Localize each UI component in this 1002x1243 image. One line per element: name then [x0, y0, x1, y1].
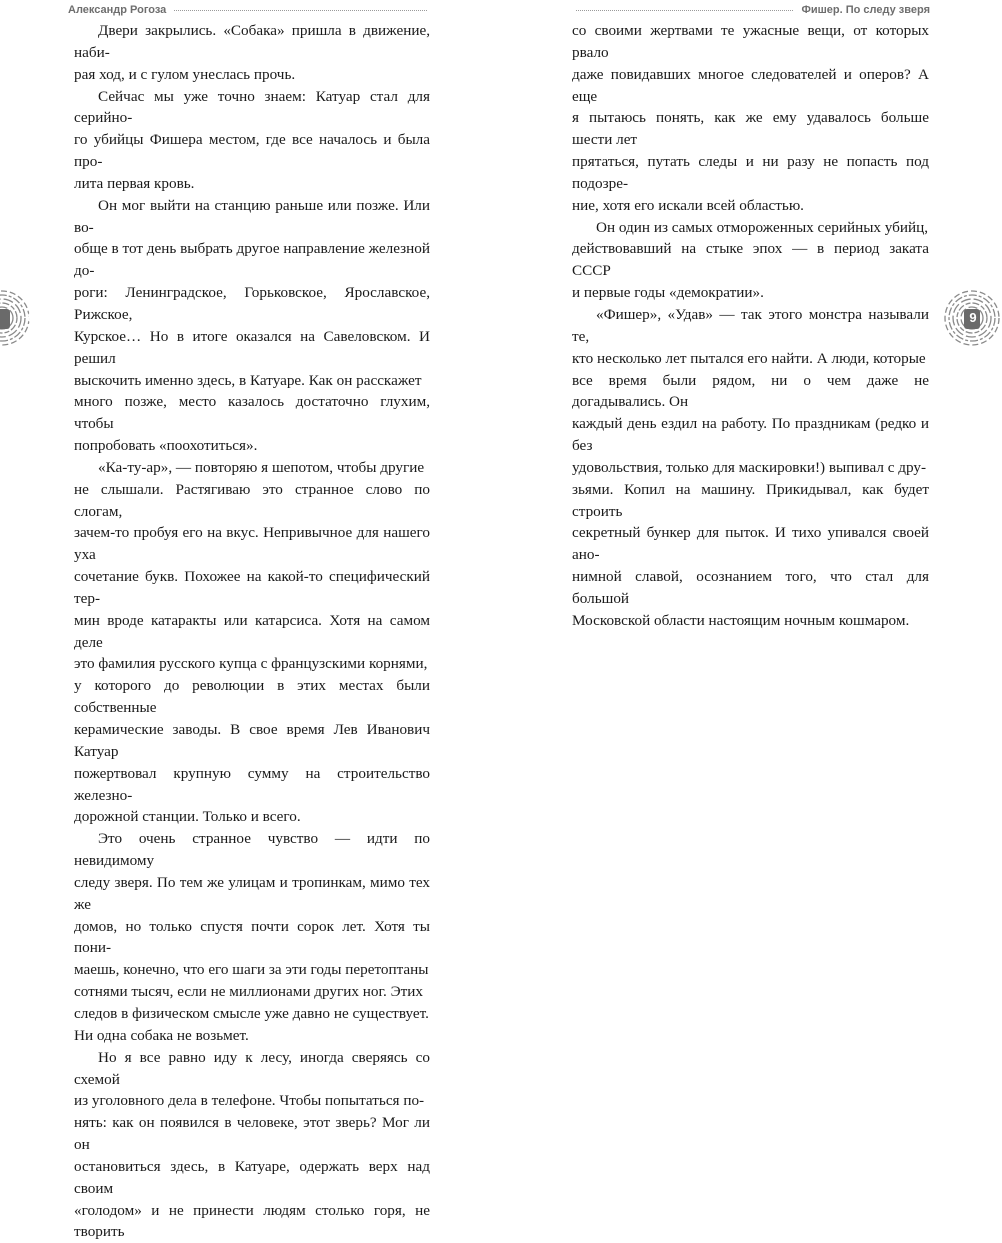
text-line: даже повидавших многое следователей и оперов? А еще — [572, 65, 929, 105]
text-line: Но я все равно иду к лесу, иногда сверяясь со схемой — [74, 1048, 430, 1088]
text-line: секретный бункер для пыток. И тихо упивался своей ано- — [572, 524, 929, 564]
text-line: удовольствия, только для маскировки!) выпивал с дру- — [572, 458, 927, 476]
text-line: «Ка-ту-ар», — повторяю я шепотом, чтобы другие — [98, 458, 425, 476]
text-line: лита первая кровь. — [74, 174, 195, 192]
text-line: следу зверя. По тем же улицам и тропинкам, мимо тех же — [74, 873, 430, 913]
text-line: пожертвовал крупную сумму на строительство железно- — [74, 764, 430, 804]
text-line: нять: как он появился в человеке, этот зверь? Мог ли он — [74, 1114, 430, 1154]
left-paragraph-4 — [74, 457, 430, 828]
left-page-number: 8 — [27, 310, 35, 325]
text-line: Двери закрылись. «Собака» пришла в движение, наби- — [74, 22, 430, 61]
text-line: следов в физическом смысле уже давно не существует. — [74, 1004, 429, 1022]
right-paragraph-3 — [572, 304, 929, 632]
left-paragraph-2 — [74, 86, 430, 195]
left-running-head-rule — [174, 10, 427, 11]
left-page — [0, 0, 500, 1241]
text-line: это фамилия русского купца с французскими корнями, — [74, 655, 428, 673]
text-line: из уголовного дела в телефоне. Чтобы попытаться по- — [74, 1092, 425, 1110]
text-line: со своими жертвами те ужасные вещи, от которых рвало — [572, 22, 929, 61]
text-line: Это очень странное чувство — идти по невидимому — [74, 830, 430, 870]
left-paragraph-6 — [74, 1047, 430, 1243]
text-line: нимной славой, осознанием того, что стал для большой — [572, 568, 929, 607]
text-line: Он мог выйти на станцию раньше или позже. Или во- — [74, 196, 430, 236]
right-running-head — [570, 2, 930, 18]
right-text-block — [572, 20, 929, 632]
text-line: «голодом» и не принести людям столько горя, не творить — [74, 1201, 430, 1241]
text-line: каждый день ездил на работу. По праздникам (редко и без — [572, 415, 929, 455]
right-running-head-rule — [576, 10, 793, 11]
text-line: сотнями тысяч, если не миллионами других ног. Этих — [74, 983, 423, 1001]
text-line: я пытаюсь понять, как же ему удавалось больше шести лет — [572, 109, 929, 149]
text-line: прятаться, путать следы и ни разу не попасть под подозре- — [572, 153, 929, 192]
text-line: «Фишер», «Удав» — так этого монстра называли те, — [572, 305, 929, 345]
left-text-block — [74, 20, 430, 1243]
text-line: сочетание букв. Похожее на какой-то специфический тер- — [74, 568, 430, 607]
text-line: действовавший на стыке эпох — в период заката СССР — [572, 240, 929, 280]
text-line: ние, хотя его искали всей областью. — [572, 196, 804, 214]
left-paragraph-5 — [74, 828, 430, 1046]
text-line: дорожной станции. Только и всего. — [74, 808, 301, 826]
text-line: Московской области настоящим ночным кошмаром. — [572, 611, 910, 629]
text-line: роги: Ленинградское, Горьковское, Ярославское, Рижское, — [74, 284, 430, 323]
text-line: рая ход, и с гулом унеслась прочь. — [74, 65, 296, 83]
text-line: Ни одна собака не возьмет. — [74, 1026, 249, 1044]
text-line: не слышали. Растягиваю это странное слово по слогам, — [74, 480, 430, 520]
left-running-head — [68, 2, 433, 18]
text-line: го убийцы Фишера местом, где все началось и была про- — [74, 131, 430, 171]
text-line: все время были рядом, ни о чем даже не догадывались. Он — [572, 371, 929, 411]
text-line: и первые годы «демократии». — [572, 284, 764, 302]
right-running-head-title: Фишер. По следу зверя — [801, 4, 930, 16]
text-line: остановиться здесь, в Катуаре, одержать верх над своим — [74, 1157, 430, 1197]
text-line: Курское… Но в итоге оказался на Савеловском. И решил — [74, 327, 430, 367]
text-line: попробовать «поохотиться». — [74, 437, 258, 455]
text-line: мин вроде катаракты или катарсиса. Хотя на самом деле — [74, 611, 430, 651]
text-line: Он один из самых отмороженных серийных убийц, — [596, 218, 929, 236]
left-paragraph-3 — [74, 195, 430, 457]
text-line: зьями. Копил на машину. Прикидывал, как будет строить — [572, 480, 929, 520]
text-line: домов, но только спустя почти сорок лет. Хотя ты пони- — [74, 917, 430, 957]
right-paragraph-2 — [572, 217, 929, 304]
left-running-head-title: Александр Рогоза — [68, 4, 167, 16]
right-page — [500, 0, 1000, 629]
text-line: зачем-то пробуя его на вкус. Непривычное для нашего уха — [74, 524, 430, 564]
text-line: маешь, конечно, что его шаги за эти годы перетоптаны — [74, 961, 429, 979]
text-line: керамические заводы. В свое время Лев Иванович Катуар — [74, 721, 430, 760]
text-line: обще в тот день выбрать другое направление железной до- — [74, 240, 430, 280]
text-line: много позже, место казалось достаточно глухим, чтобы — [74, 393, 430, 433]
text-line: у которого до революции в этих местах были собственные — [74, 677, 430, 717]
text-line: кто несколько лет пытался его найти. А люди, которые — [572, 349, 926, 367]
left-paragraph-1 — [74, 20, 430, 86]
right-paragraph-1 — [572, 20, 929, 217]
text-line: Сейчас мы уже точно знаем: Катуар стал для серийно- — [74, 87, 430, 127]
text-line: выскочить именно здесь, в Катуаре. Как он расскажет — [74, 371, 422, 389]
right-page-number: 9 — [969, 310, 977, 325]
